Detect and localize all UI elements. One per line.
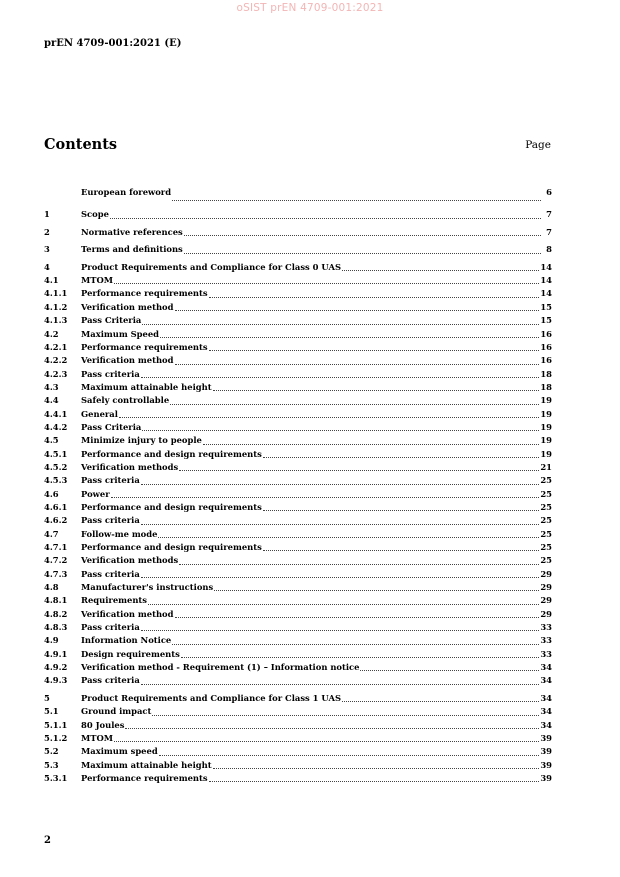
toc-entry-page: 7: [546, 209, 552, 220]
toc-entry-title: Pass criteria: [81, 515, 140, 526]
toc-entry-number: 4.2.2: [44, 355, 68, 366]
toc-entry-number: 4.9: [44, 635, 59, 646]
toc-entry[interactable]: [44, 226, 552, 239]
toc-entry-number: 4.2: [44, 328, 59, 339]
toc-entry-number: 4.9.2: [44, 662, 68, 673]
toc-entry-title: Performance and design requirements: [81, 542, 262, 552]
toc-entry-number: 4.7.3: [44, 568, 68, 579]
toc-leader-dots: [179, 564, 539, 565]
toc-leader-dots: [184, 253, 541, 254]
toc-entry[interactable]: [44, 287, 552, 300]
toc-entry[interactable]: [44, 208, 552, 221]
toc-entry[interactable]: [44, 274, 552, 287]
toc-entry-title: Verification method - Requirement (1) – Information notice: [81, 662, 360, 673]
toc-entry-title: Follow-me mode: [81, 528, 158, 539]
toc-leader-dots: [342, 701, 539, 702]
toc-entry-page: 15: [540, 301, 552, 312]
toc-entry-page: 29: [540, 595, 552, 606]
toc-entry-page: 34: [540, 719, 552, 730]
toc-leader-dots: [209, 297, 540, 298]
toc-entry[interactable]: [44, 501, 552, 514]
toc-entry-title: Design requirements: [81, 648, 180, 659]
toc-entry-page: 18: [540, 368, 552, 379]
toc-leader-dots: [158, 537, 539, 538]
toc-entry[interactable]: [44, 732, 552, 745]
toc-entry-number: 4.2.3: [44, 368, 68, 379]
toc-leader-dots: [170, 404, 539, 405]
document-id: prEN 4709-001:2021 (E): [44, 38, 182, 49]
toc-entry[interactable]: [44, 594, 552, 607]
toc-leader-dots: [141, 484, 540, 485]
toc-entry-number: 5.3: [44, 759, 59, 770]
toc-entry-page: 14: [540, 275, 552, 286]
toc-entry-number: 4.5.2: [44, 461, 68, 472]
toc-entry[interactable]: [44, 772, 552, 785]
toc-entry[interactable]: [44, 408, 552, 421]
toc-leader-dots: [111, 497, 540, 498]
toc-entry-number: 4.1.1: [44, 288, 68, 299]
toc-entry-title: Pass Criteria: [81, 421, 142, 432]
watermark: oSIST prEN 4709-001:2021: [236, 2, 384, 14]
toc-leader-dots: [172, 200, 541, 201]
toc-entry-number: 4.6.2: [44, 515, 68, 526]
toc-entry-page: 16: [540, 355, 552, 366]
toc-entry[interactable]: [44, 608, 552, 621]
toc-entry[interactable]: [44, 261, 552, 274]
toc-leader-dots: [125, 728, 539, 729]
toc-entry-page: 25: [540, 542, 552, 552]
toc-entry[interactable]: [44, 341, 552, 354]
toc-entry-page: 14: [540, 288, 552, 299]
toc-entry-page: 34: [540, 706, 552, 717]
toc-leader-dots: [172, 644, 539, 645]
toc-leader-dots: [184, 235, 541, 236]
toc-entry-page: 34: [540, 675, 552, 686]
toc-entry[interactable]: [44, 301, 552, 314]
toc-entry-title: Pass criteria: [81, 475, 140, 486]
toc-leader-dots: [141, 630, 540, 631]
toc-entry-page: 39: [540, 746, 552, 757]
toc-entry-number: 4: [44, 261, 50, 272]
toc-entry-title: General: [81, 408, 118, 419]
toc-leader-dots: [160, 337, 539, 338]
toc-entry-title: Maximum speed: [81, 746, 158, 757]
toc-entry-title: Manufacturer's instructions: [81, 582, 214, 593]
page-column-header: Page: [525, 139, 551, 151]
toc-entry-page: 14: [540, 261, 552, 272]
toc-entry[interactable]: [44, 568, 552, 581]
toc-entry[interactable]: [44, 474, 552, 487]
toc-entry-number: 4.4.2: [44, 421, 68, 432]
toc-leader-dots: [213, 390, 540, 391]
toc-entry-number: 5.1.2: [44, 733, 68, 743]
toc-entry-page: 25: [540, 515, 552, 526]
toc-leader-dots: [142, 324, 539, 325]
toc-entry-title: Normative references: [81, 226, 183, 237]
toc-entry-title: MTOM: [81, 733, 114, 743]
toc-entry[interactable]: [44, 692, 552, 705]
toc-entry[interactable]: [44, 186, 552, 204]
toc-entry-title: Ground impact: [81, 706, 152, 717]
toc-entry-page: 39: [540, 733, 552, 743]
toc-entry-title: Performance requirements: [81, 773, 208, 784]
toc-leader-dots: [342, 270, 539, 271]
toc-leader-dots: [209, 350, 540, 351]
toc-entry-title: Pass criteria: [81, 368, 140, 379]
toc-entry-number: 4.5.3: [44, 475, 68, 486]
toc-entry-page: 7: [546, 226, 552, 237]
toc-leader-dots: [152, 715, 539, 716]
toc-entry-title: Safely controllable: [81, 395, 170, 406]
toc-entry-page: 6: [546, 187, 552, 197]
toc-entry-title: Verification method: [81, 301, 174, 312]
toc-entry-title: MTOM: [81, 275, 114, 286]
toc-entry[interactable]: [44, 381, 552, 394]
toc-leader-dots: [159, 755, 540, 756]
toc-entry-page: 19: [540, 421, 552, 432]
toc-entry[interactable]: [44, 759, 552, 772]
toc-entry[interactable]: [44, 514, 552, 527]
table-of-contents: [44, 186, 552, 785]
toc-entry[interactable]: [44, 434, 552, 447]
contents-title: Contents: [44, 136, 118, 153]
toc-entry[interactable]: [44, 634, 552, 647]
toc-entry-number: 2: [44, 226, 50, 237]
toc-entry-number: 4.7.1: [44, 542, 68, 552]
toc-entry-page: 15: [540, 315, 552, 326]
toc-leader-dots: [175, 617, 540, 618]
toc-entry-page: 8: [546, 244, 552, 255]
toc-entry-title: Minimize injury to people: [81, 435, 202, 446]
toc-entry-page: 33: [540, 622, 552, 633]
toc-leader-dots: [175, 364, 540, 365]
toc-leader-dots: [203, 444, 539, 445]
toc-entry-page: 34: [540, 692, 552, 703]
toc-leader-dots: [263, 550, 540, 551]
toc-entry[interactable]: [44, 705, 552, 718]
toc-entry[interactable]: [44, 621, 552, 634]
toc-entry-number: 5: [44, 692, 50, 703]
toc-entry-number: 4.8.2: [44, 608, 68, 619]
toc-entry-page: 25: [540, 528, 552, 539]
toc-entry-number: 4.1.2: [44, 301, 68, 312]
toc-entry-page: 39: [540, 773, 552, 784]
toc-entry-number: 4.9.3: [44, 675, 68, 686]
toc-entry-page: 18: [540, 381, 552, 392]
toc-entry-page: 21: [540, 461, 552, 472]
toc-entry-number: 5.3.1: [44, 773, 68, 784]
toc-entry[interactable]: [44, 354, 552, 367]
toc-entry-number: 4.1.3: [44, 315, 68, 326]
toc-leader-dots: [114, 741, 539, 742]
toc-entry[interactable]: [44, 661, 552, 674]
toc-entry-page: 25: [540, 501, 552, 512]
toc-entry[interactable]: [44, 314, 552, 327]
toc-entry-page: 29: [540, 582, 552, 593]
toc-entry-number: 4.5: [44, 435, 59, 446]
toc-entry-title: Terms and definitions: [81, 244, 183, 255]
toc-entry[interactable]: [44, 674, 552, 687]
toc-entry-number: 4.3: [44, 381, 59, 392]
toc-entry-title: Power: [81, 488, 110, 499]
toc-entry[interactable]: [44, 554, 552, 567]
toc-leader-dots: [209, 781, 540, 782]
toc-entry-title: Verification method: [81, 608, 174, 619]
toc-leader-dots: [110, 218, 541, 219]
toc-entry[interactable]: [44, 648, 552, 661]
toc-leader-dots: [181, 657, 540, 658]
toc-leader-dots: [148, 604, 539, 605]
toc-entry-number: 3: [44, 244, 50, 255]
toc-entry-page: 34: [540, 662, 552, 673]
page-number: 2: [44, 835, 51, 846]
toc-leader-dots: [263, 510, 540, 511]
toc-entry-number: 4.9.1: [44, 648, 68, 659]
toc-entry-number: 4.6: [44, 488, 59, 499]
toc-entry-number: 5.1.1: [44, 719, 68, 730]
toc-entry-title: Verification method: [81, 355, 174, 366]
toc-entry-title: Scope: [81, 209, 109, 220]
toc-leader-dots: [263, 457, 540, 458]
toc-entry[interactable]: [44, 528, 552, 541]
toc-leader-dots: [141, 377, 540, 378]
toc-entry-number: 4.1: [44, 275, 59, 286]
toc-entry-number: 4.8.1: [44, 595, 68, 606]
toc-entry-page: 33: [540, 635, 552, 646]
toc-entry-title: Verification methods: [81, 461, 179, 472]
toc-entry-page: 16: [540, 341, 552, 352]
toc-entry[interactable]: [44, 368, 552, 381]
toc-entry-title: Performance and design requirements: [81, 448, 262, 459]
toc-entry-number: 4.2.1: [44, 341, 68, 352]
toc-entry-title: Verification methods: [81, 555, 179, 566]
toc-entry-page: 33: [540, 648, 552, 659]
toc-entry-title: European foreword: [81, 187, 172, 197]
toc-entry-number: 5.1: [44, 706, 59, 717]
toc-entry[interactable]: [44, 745, 552, 758]
toc-entry-title: Product Requirements and Compliance for Class 0 UAS: [81, 261, 342, 272]
toc-leader-dots: [142, 430, 539, 431]
toc-entry-title: Maximum Speed: [81, 328, 160, 339]
toc-entry[interactable]: [44, 461, 552, 474]
toc-entry-number: 4.5.1: [44, 448, 68, 459]
toc-entry-number: 4.6.1: [44, 501, 68, 512]
toc-entry-title: Pass Criteria: [81, 315, 142, 326]
toc-entry-page: 29: [540, 608, 552, 619]
toc-entry-title: Requirements: [81, 595, 148, 606]
toc-entry-number: 4.4.1: [44, 408, 68, 419]
toc-leader-dots: [179, 470, 539, 471]
toc-entry[interactable]: [44, 541, 552, 554]
toc-entry-title: Information Notice: [81, 635, 172, 646]
toc-entry-page: 16: [540, 328, 552, 339]
toc-entry[interactable]: [44, 488, 552, 501]
toc-leader-dots: [141, 577, 540, 578]
toc-leader-dots: [114, 283, 539, 284]
toc-entry-number: 4.8: [44, 582, 59, 593]
toc-entry[interactable]: [44, 448, 552, 461]
toc-entry-page: 25: [540, 488, 552, 499]
toc-entry-page: 19: [540, 435, 552, 446]
toc-leader-dots: [360, 670, 539, 671]
toc-leader-dots: [213, 768, 540, 769]
toc-entry-title: Performance requirements: [81, 288, 208, 299]
toc-entry-title: Product Requirements and Compliance for Class 1 UAS: [81, 692, 342, 703]
toc-entry-page: 19: [540, 395, 552, 406]
toc-entry[interactable]: [44, 243, 552, 256]
toc-entry-page: 39: [540, 759, 552, 770]
toc-entry-title: Pass criteria: [81, 622, 140, 633]
toc-entry[interactable]: [44, 719, 552, 732]
toc-entry-page: 25: [540, 555, 552, 566]
toc-entry-page: 29: [540, 568, 552, 579]
toc-entry[interactable]: [44, 421, 552, 434]
toc-entry-number: 4.7: [44, 528, 59, 539]
toc-entry-page: 19: [540, 448, 552, 459]
toc-entry-page: 19: [540, 408, 552, 419]
toc-entry-title: Maximum attainable height: [81, 759, 212, 770]
toc-entry-title: Maximum attainable height: [81, 381, 212, 392]
toc-entry-title: Pass criteria: [81, 568, 140, 579]
toc-entry-number: 1: [44, 209, 50, 220]
toc-entry[interactable]: [44, 581, 552, 594]
toc-leader-dots: [141, 684, 540, 685]
toc-leader-dots: [214, 590, 539, 591]
toc-entry-number: 4.8.3: [44, 622, 68, 633]
toc-entry-title: Pass criteria: [81, 675, 140, 686]
toc-leader-dots: [175, 310, 540, 311]
toc-leader-dots: [141, 524, 540, 525]
toc-entry[interactable]: [44, 328, 552, 341]
toc-leader-dots: [119, 417, 539, 418]
toc-entry-title: Performance and design requirements: [81, 501, 262, 512]
toc-entry-page: 25: [540, 475, 552, 486]
toc-entry-title: 80 Joules: [81, 719, 125, 730]
toc-entry-title: Performance requirements: [81, 341, 208, 352]
toc-entry-number: 4.4: [44, 395, 59, 406]
toc-entry-number: 4.7.2: [44, 555, 68, 566]
toc-entry-number: 5.2: [44, 746, 59, 757]
toc-entry[interactable]: [44, 394, 552, 407]
